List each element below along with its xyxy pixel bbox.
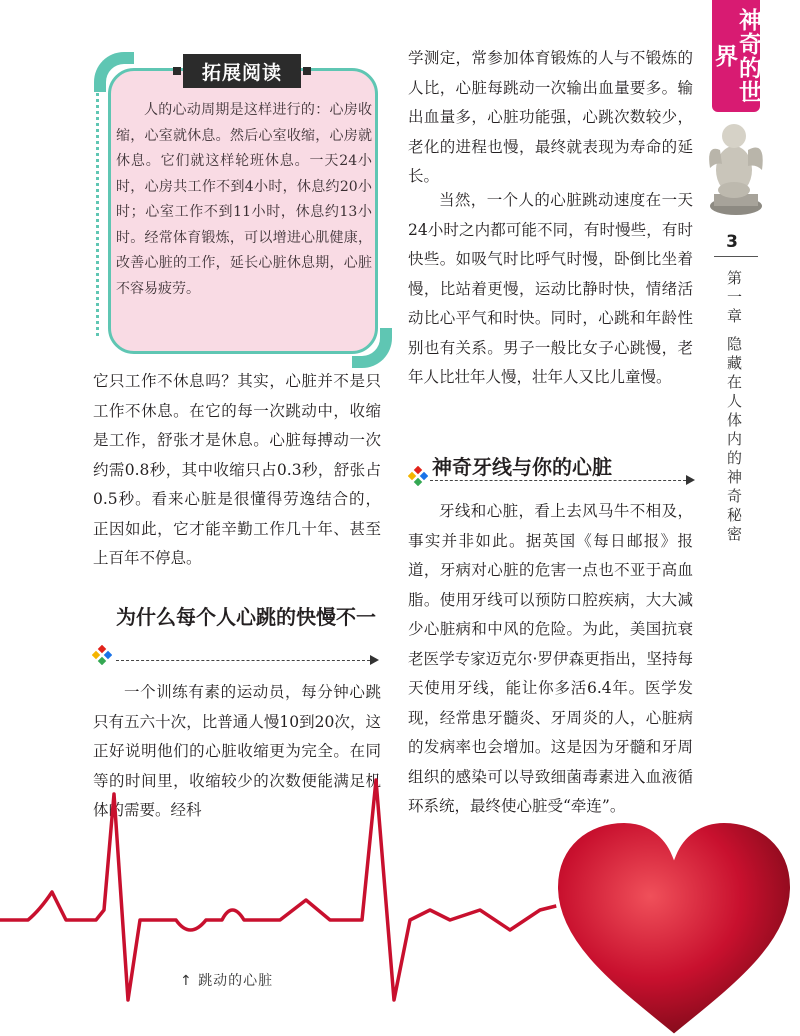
chapter-title: 第一章 隐藏在人体内的神奇秘密 (725, 270, 743, 545)
section-heading-heartbeat: 为什么每个人心跳的快慢不一 (116, 605, 376, 629)
section-heading-floss: 神奇牙线与你的心脏 (432, 455, 612, 479)
arrow-right-icon (370, 655, 379, 665)
heading-rule-left (116, 660, 370, 661)
footer-label: 跳动的心脏 (198, 973, 274, 989)
right-paragraph-3: 牙线和心脏，看上去风马牛不相及，事实并非如此。据英国《每日邮报》报道，牙病对心脏的危害一点也不亚于高血脂。使用牙线可以预防口腔疾病，大大减少心脏病和中风的危险。为此，美国抗衰老医学专家迈克尔·罗伊森更指出，坚持每天使用牙线，能让你多活6.4年。医学发现，经常患牙髓炎、牙周炎的人，心脏病的发病率也会增加。这是因为牙髓和牙周组织的感染可以导致细菌毒素进入血液循环系统，最终使心脏受“牵连”。 (408, 502, 693, 815)
arrow-right-icon (686, 475, 695, 485)
footer-marker-icon: ↑ (180, 973, 199, 989)
heart-icon (548, 815, 800, 1036)
cherub-statue-icon (704, 110, 768, 218)
info-box-corner-top-left (94, 52, 134, 92)
info-box-title: 拓展阅读 (183, 54, 301, 88)
decorative-dots-icon (92, 645, 112, 665)
footer-title (180, 970, 273, 990)
left-paragraph-1: 它只工作不休息吗？其实，心脏并不是只工作不休息。在它的每一次跳动中，收缩是工作，舒张才是休息。心脏每搏动一次约需0.8秒，其中收缩只占0.3秒，舒张占0.5秒。看来心脏是很懂得劳逸结合的，正因如此，它才能辛勤工作几十年、甚至上百年不停息。 (93, 372, 381, 567)
decorative-dots-icon (408, 466, 428, 486)
info-box-text: 人的心动周期是这样进行的：心房收缩，心室就休息。然后心室收缩，心房就休息。它们就这样轮班休息。一天24小时，心房共工作不到4小时，休息约20小时；心室工作不到11小时，休息约13小时。经常体育锻炼，可以增进心肌健康，改善心脏的工作，延长心脏休息期，心脏不容易疲劳。 (116, 102, 372, 297)
page-number: 3 (726, 232, 738, 252)
right-paragraph-1: 学测定，常参加体育锻炼的人与不锻炼的人比，心脏每跳动一次输出血量要多。输出血量多，心脏功能强，心跳次数较少，老化的进程也慢，最终就表现为寿命的延长。 (408, 49, 693, 185)
info-box-corner-bottom-right (352, 328, 392, 368)
series-title: 神奇的世界 (711, 8, 761, 104)
heading-rule-right (430, 480, 686, 481)
right-paragraph-2: 当然，一个人的心脏跳动速度在一天24小时之内都可能不同，有时慢些，有时快些。如吸气时比呼气时慢，卧倒比坐着慢，比站着更慢，运动比静时快，情绪活动比心平气和时快。同时，心跳和年龄性别也有关系。男子一般比女子心跳慢，老年人比壮年人慢，壮年人又比儿童慢。 (408, 191, 693, 386)
sidebar-divider (714, 256, 758, 257)
series-title-banner (712, 0, 760, 112)
left-paragraph-2: 一个训练有素的运动员，每分钟心跳只有五六十次，比普通人慢10到20次，这正好说明他们的心脏收缩更为完全。在同等的时间里，收缩较少的次数便能满足机体的需要。经科 (93, 683, 381, 819)
